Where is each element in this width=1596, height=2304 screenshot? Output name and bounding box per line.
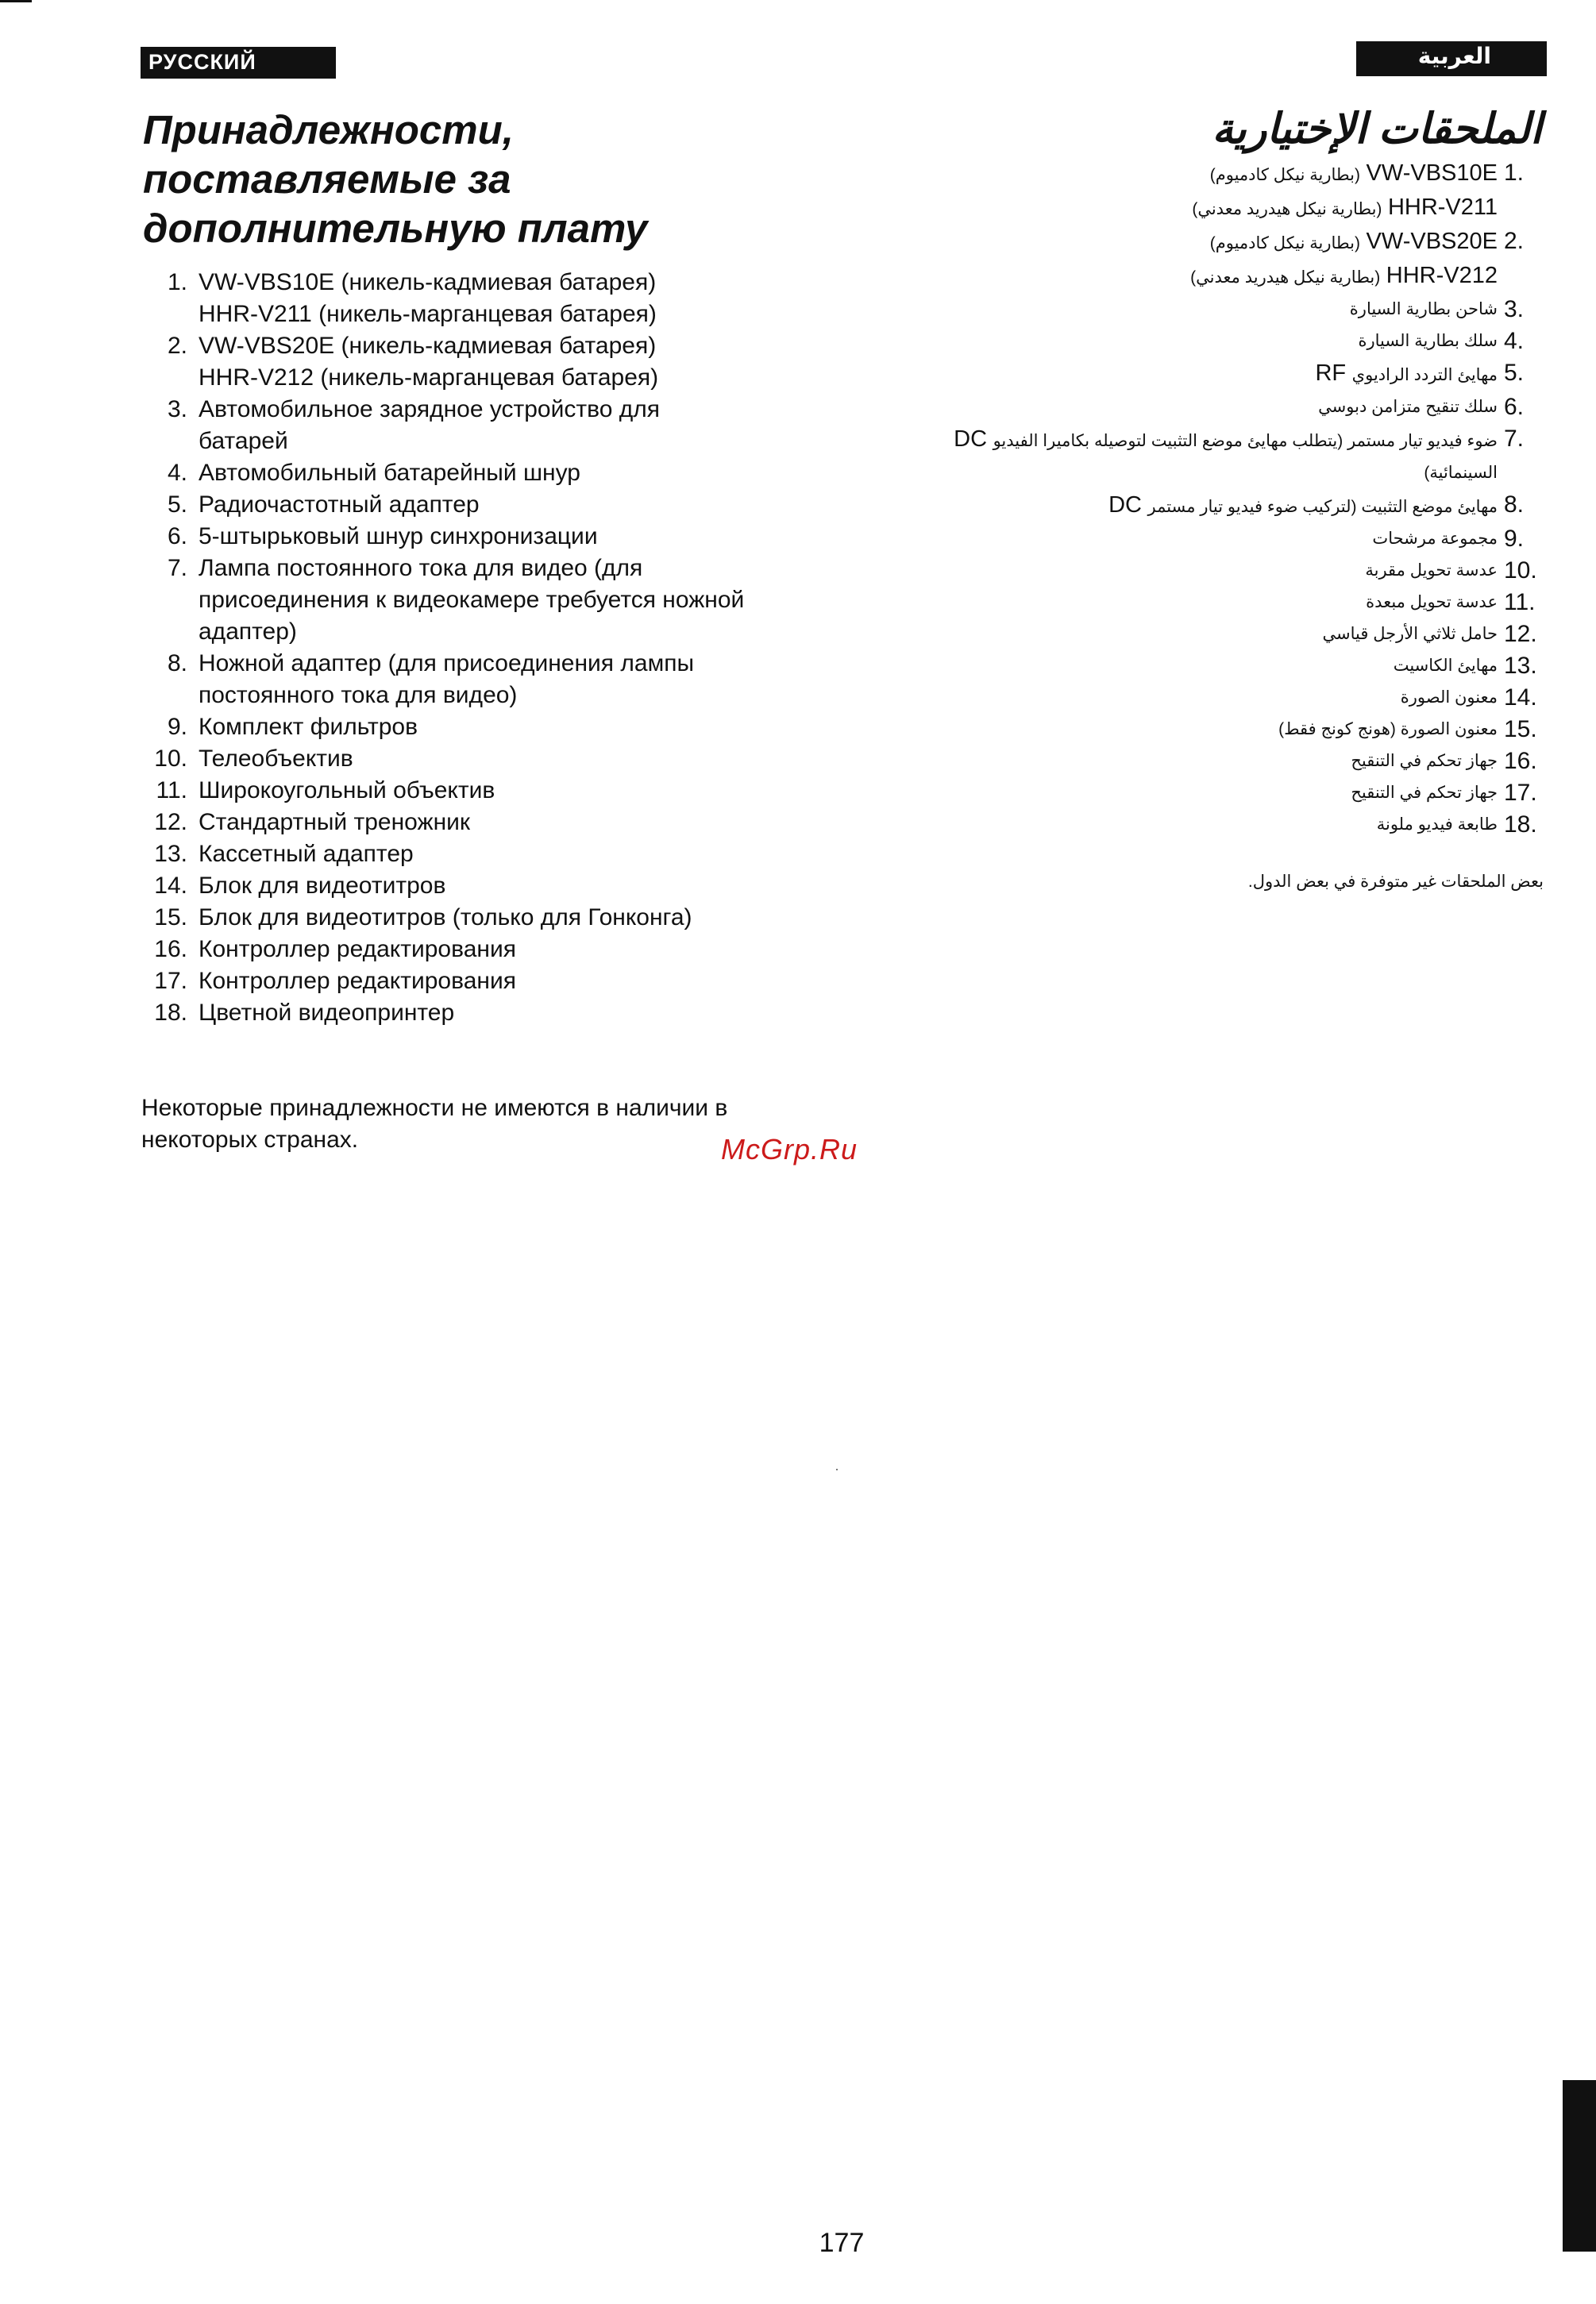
russian-availability-note: Некоторые принадлежности не имеются в наличии в некоторых странах.: [141, 1095, 728, 1153]
list-item: 3. Автомобильное зарядное устройство для батарей: [167, 396, 660, 454]
russian-title-line: Принадлежности,: [143, 107, 514, 152]
list-item: 13. Кассетный адаптер: [154, 841, 414, 867]
list-item: 2. VW-VBS20E (بطارية نيكل كادميوم) HHR-V212 (بطارية نيكل هيدريد معدني): [1190, 228, 1525, 288]
russian-title-line: дополнительную плату: [143, 206, 648, 251]
list-item: 5. مهايئ التردد الراديوي RF: [1315, 360, 1525, 386]
list-item: 3. شاحن بطارية السيارة: [1349, 296, 1525, 322]
list-item: 8. مهايئ موضع التثبيت (لتركيب ضوء فيديو تيار مستمر DC: [1108, 491, 1525, 518]
list-item: 13. مهايئ الكاسيت: [1393, 653, 1537, 679]
russian-page-title: [143, 106, 842, 253]
list-item: 6. سلك تنقيح متزامن دبوسي: [1318, 394, 1525, 420]
corner-registration-mark: [0, 0, 32, 2]
section-thumb-tab: [1563, 2080, 1596, 2252]
arabic-page-title: الملحقات الإختيارية: [1212, 106, 1542, 152]
list-item: 15. معنون الصورة (هونج كونج فقط): [1278, 716, 1537, 742]
list-item: 12. حامل ثلاثي الأرجل قياسي: [1322, 621, 1537, 647]
list-item: 9. Комплект фильтров: [167, 714, 418, 740]
list-item: 16. جهاز تحكم في التنقيح: [1351, 748, 1537, 774]
arabic-availability-note: بعض الملحقات غير متوفرة في بعض الدول.: [1247, 873, 1544, 891]
list-item: 1. VW-VBS10E (بطارية نيكل كادميوم) HHR-V211 (بطارية نيكل هيدريد معدني): [1192, 160, 1525, 220]
list-item: 12. Стандартный треножник: [154, 809, 471, 835]
list-item: 10. Телеобъектив: [154, 746, 353, 772]
list-item: 11. Широкоугольный объектив: [156, 777, 495, 803]
list-item: 8. Ножной адаптер (для присоединения лампы постоянного тока для видео): [167, 650, 695, 708]
list-item: 15. Блок для видеотитров (только для Гонконга): [154, 904, 692, 930]
list-item: 2. VW-VBS20E (никель-кадмиевая батарея) HHR-V212 (никель-марганцевая батарея): [167, 333, 659, 391]
page-number: 177: [819, 2228, 865, 2258]
list-item: 4. سلك بطارية السيارة: [1358, 328, 1525, 354]
arabic-accessories-list: [869, 157, 1544, 841]
list-item: 10. عدسة تحويل مقربة: [1365, 557, 1537, 584]
russian-accessories-list: [141, 267, 840, 1029]
list-item: 18. طابعة فيديو ملونة: [1376, 811, 1537, 838]
list-item: 16. Контроллер редактирования: [154, 936, 516, 962]
list-item: 7. Лампа постоянного тока для видео (для присоединения к видеокамере требуется ножной адаптер): [167, 555, 745, 645]
list-item: 18. Цветной видеопринтер: [154, 1000, 455, 1026]
list-item: 17. جهاز تحكم في التنقيح: [1351, 780, 1537, 806]
list-item: 9. مجموعة مرشحات: [1372, 526, 1525, 552]
russian-title-line: поставляемые за: [143, 156, 511, 202]
list-item: 14. Блок для видеотитров: [154, 873, 446, 899]
list-item: 4. Автомобильный батарейный шнур: [167, 460, 580, 486]
list-item: 14. معنون الصورة: [1400, 684, 1537, 711]
list-item: 5. Радиочастотный адаптер: [167, 491, 480, 518]
list-item: 6. 5-штырьковый шнур синхронизации: [167, 523, 598, 549]
list-item: 17. Контроллер редактирования: [154, 968, 516, 994]
list-item: 7. ضوء فيديو تيار مستمر (يتطلب مهايئ موضع التثبيت لتوصيله بكاميرا الفيديو DC السينمائية): [954, 426, 1525, 482]
arabic-language-tag: العربية: [1356, 41, 1547, 76]
list-item: 11. عدسة تحويل مبعدة: [1366, 589, 1536, 615]
russian-language-tag: РУССКИЙ ЯЗЫК: [141, 47, 336, 79]
watermark-text: McGrp.Ru: [721, 1133, 858, 1165]
list-item: 1. VW-VBS10E (никель-кадмиевая батарея) HHR-V211 (никель-марганцевая батарея): [167, 269, 657, 327]
scan-speck: [836, 1469, 838, 1470]
